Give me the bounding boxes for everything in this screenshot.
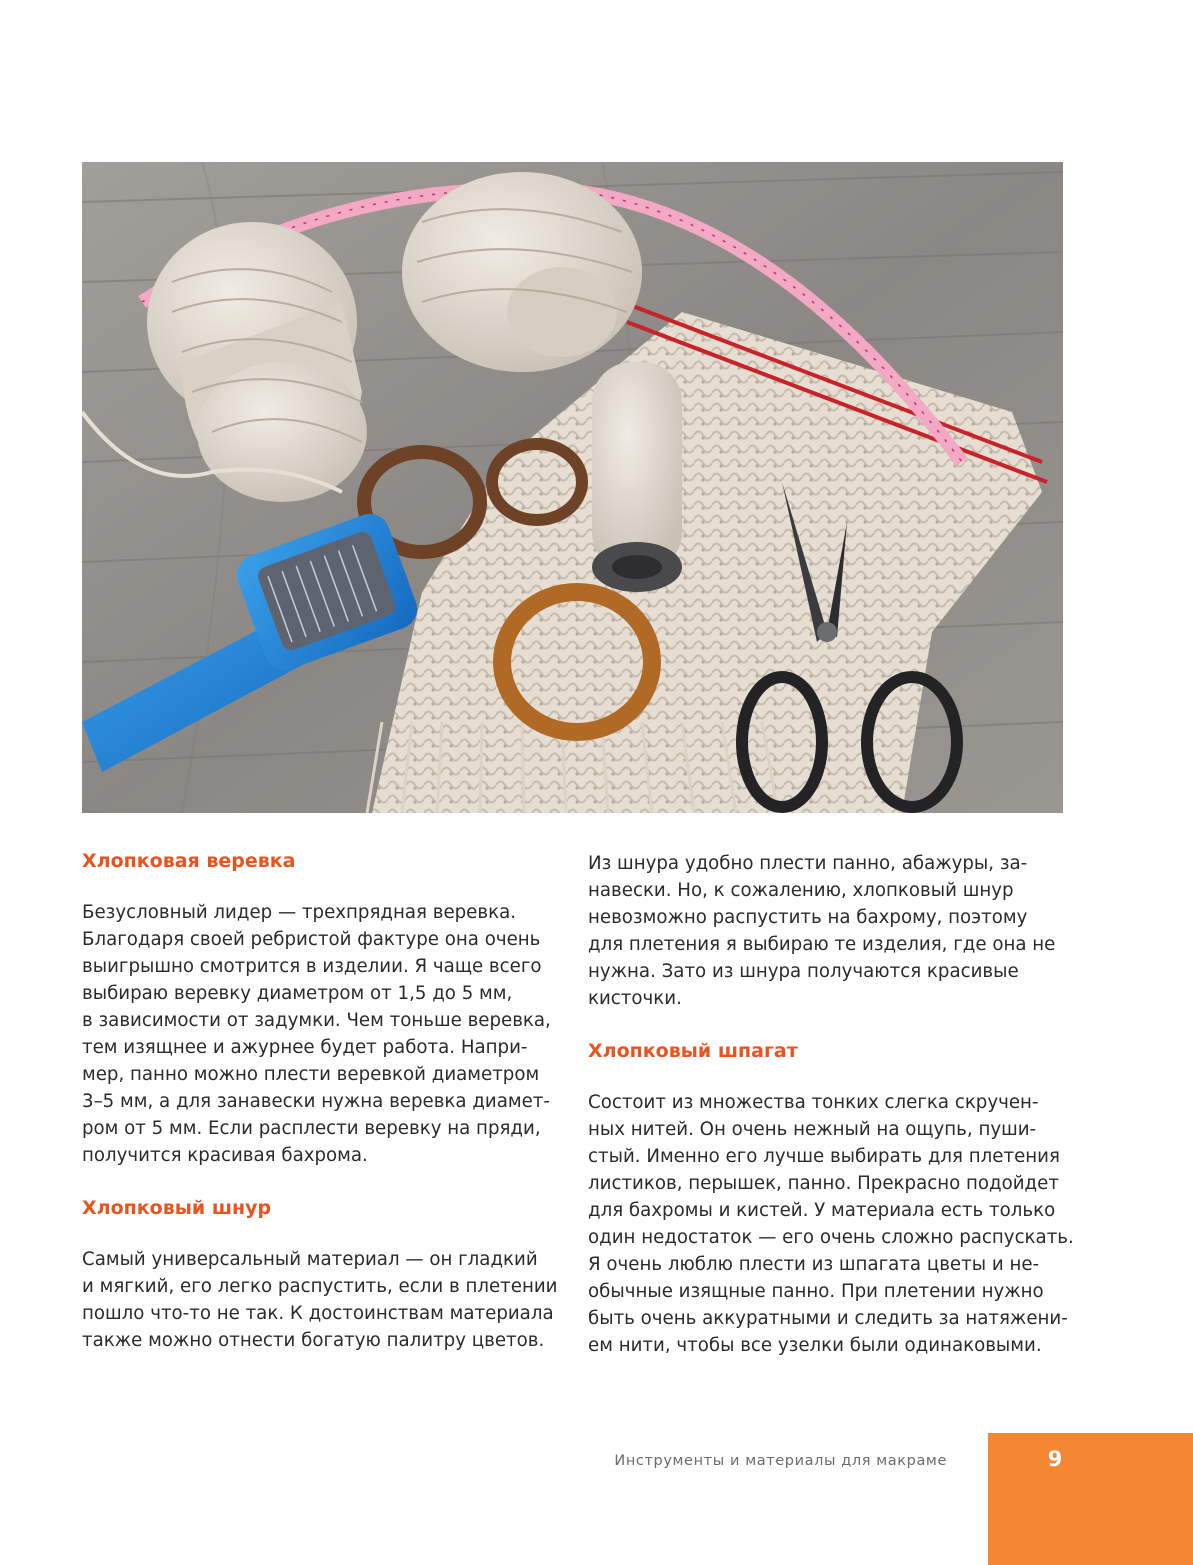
text-line: ных нитей. Он очень нежный на ощупь, пуши- bbox=[588, 1119, 1037, 1140]
text-line: пошло что-то не так. К достоинствам материала bbox=[82, 1303, 554, 1324]
text-line: быть очень аккуратными и следить за натяжени- bbox=[588, 1308, 1068, 1329]
text-line: для бахромы и кистей. У материала есть только bbox=[588, 1200, 1056, 1221]
text-line: и мягкий, его легко распустить, если в плетении bbox=[82, 1276, 558, 1297]
text-line: Безусловный лидер — трехпрядная веревка. bbox=[82, 902, 517, 923]
text-line: выбираю веревку диаметром от 1,5 до 5 мм, bbox=[82, 983, 513, 1004]
macrame-materials-photo bbox=[82, 162, 1063, 813]
text-line: 3–5 мм, а для занавески нужна веревка диамет- bbox=[82, 1091, 550, 1112]
section-heading-cotton-cord: Хлопковый шнур bbox=[82, 1197, 272, 1219]
text-line: Самый универсальный материал — он гладкий bbox=[82, 1249, 538, 1270]
text-line: Из шнура удобно плести панно, абажуры, за- bbox=[588, 853, 1028, 874]
text-line: Благодаря своей ребристой фактуре она очень bbox=[82, 929, 541, 950]
text-line: для плетения я выбираю те изделия, где она не bbox=[588, 934, 1056, 955]
text-line: Состоит из множества тонких слегка скручен- bbox=[588, 1092, 1039, 1113]
text-line: один недостаток — его очень сложно распускать. bbox=[588, 1227, 1074, 1248]
text-line: также можно отнести богатую палитру цветов. bbox=[82, 1330, 545, 1351]
running-title: Инструменты и материалы для макраме bbox=[614, 1453, 947, 1469]
text-line: листиков, перышек, панно. Прекрасно подойдет bbox=[588, 1173, 1059, 1194]
text-line: нужна. Зато из шнура получаются красивые bbox=[588, 961, 1019, 982]
page-number-box bbox=[988, 1433, 1193, 1565]
text-line: навески. Но, к сожалению, хлопковый шнур bbox=[588, 880, 1014, 901]
paragraph-cotton-twine bbox=[588, 1089, 1074, 1359]
text-line: Я очень люблю плести из шпагата цветы и не- bbox=[588, 1254, 1040, 1275]
text-line: в зависимости от задумки. Чем тоньше веревка, bbox=[82, 1010, 551, 1031]
text-line: мер, панно можно плести веревкой диаметром bbox=[82, 1064, 540, 1085]
text-line: стый. Именно его лучше выбирать для плетения bbox=[588, 1146, 1060, 1167]
left-column bbox=[82, 848, 567, 1380]
paragraph-cotton-rope bbox=[82, 899, 567, 1169]
text-line: обычные изящные панно. При плетении нужно bbox=[588, 1281, 1044, 1302]
paragraph-cotton-cord-continued bbox=[588, 850, 1066, 1012]
text-line: получится красивая бахрома. bbox=[82, 1145, 368, 1166]
text-line: невозможно распустить на бахрому, поэтому bbox=[588, 907, 1028, 928]
section-heading-cotton-twine: Хлопковый шпагат bbox=[588, 1040, 798, 1062]
text-line: кисточки. bbox=[588, 988, 682, 1009]
text-line: выигрышно смотрится в изделии. Я чаще всего bbox=[82, 956, 542, 977]
text-line: ем нити, чтобы все узелки были одинаковыми. bbox=[588, 1335, 1042, 1356]
photo-illustration bbox=[82, 162, 1063, 813]
text-line: ром от 5 мм. Если расплести веревку на пряди, bbox=[82, 1118, 541, 1139]
right-column bbox=[588, 850, 1074, 1385]
section-heading-cotton-rope: Хлопковая веревка bbox=[82, 850, 296, 872]
paragraph-cotton-cord bbox=[82, 1246, 567, 1354]
page-number: 9 bbox=[1047, 1447, 1063, 1471]
text-line: тем изящнее и ажурнее будет работа. Напри- bbox=[82, 1037, 528, 1058]
